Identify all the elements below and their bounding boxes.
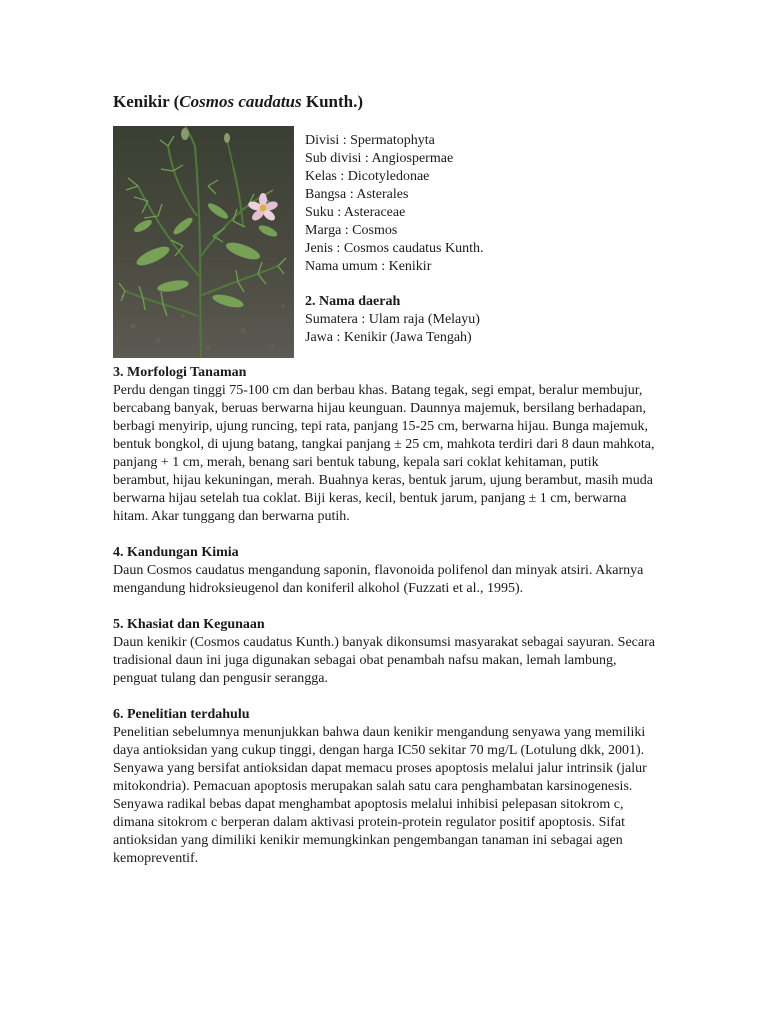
khasiat-heading: 5. Khasiat dan Kegunaan [113,617,265,632]
nama-daerah-sumatera: Sumatera : Ulam raja (Melayu) [305,312,480,327]
section-kandungan-kimia [113,544,658,598]
title-prefix: Kenikir ( [113,92,180,111]
section-khasiat [113,616,658,688]
plant-photo [113,126,294,358]
page-title [113,92,363,112]
khasiat-text: Daun kenikir (Cosmos caudatus Kunth.) banyak dikonsumsi masyarakat sebagai sayuran. Secara tradisional daun ini juga digunakan sebagai obat penambah nafsu makan, lemah lambung, penguat tulang dan pengusir serangga. [113,635,655,686]
taxonomy-jenis: Jenis : Cosmos caudatus Kunth. [305,241,484,256]
kandungan-heading: 4. Kandungan Kimia [113,545,239,560]
penelitian-heading: 6. Penelitian terdahulu [113,707,250,722]
taxonomy-block [305,132,685,347]
taxonomy-suku: Suku : Asteraceae [305,205,406,220]
taxonomy-marga: Marga : Cosmos [305,223,398,238]
taxonomy-kelas: Kelas : Dicotyledonae [305,169,430,184]
penelitian-paragraph-1: Penelitian sebelumnya menunjukkan bahwa daun kenikir mengandung senyawa yang memiliki daya antioksidan yang cukup tinggi, dengan harga IC50 sekitar 70 mg/L (Lotulung dkk, 2001). Senyawa yang bersifat antioksidan dapat memacu proses apoptosis melalui jalur intrinsik (jalur mitokondria). Pemacuan apoptosis merupakan salah satu cara penghambatan karsinogenesis. [113,725,647,794]
morfologi-heading: 3. Morfologi Tanaman [113,365,247,380]
kandungan-text: Daun Cosmos caudatus mengandung saponin, flavonoida polifenol dan minyak atsiri. Akarnya mengandung hidroksieugenol dan koniferil alkohol (Fuzzati et al., 1995). [113,563,644,596]
body-text [113,364,658,886]
nama-daerah-jawa: Jawa : Kenikir (Jawa Tengah) [305,330,472,345]
nama-daerah-heading: 2. Nama daerah [305,294,401,309]
title-scientific-name: Cosmos caudatus [179,92,302,111]
taxonomy-sub-divisi: Sub divisi : Angiospermae [305,151,454,166]
taxonomy-nama-umum: Nama umum : Kenikir [305,259,432,274]
penelitian-paragraph-2: Senyawa radikal bebas dapat menghambat apoptosis melalui inhibisi pelepasan sitokrom c, dimana sitokrom c berperan dalam aktivasi protein-protein regulator positif apoptosis. Sifat antioksidan yang dimiliki kenikir memungkinkan pengembangan tanaman ini sebagai agen kemopreventif. [113,797,626,866]
title-suffix: Kunth.) [301,92,364,111]
morfologi-text: Perdu dengan tinggi 75-100 cm dan berbau khas. Batang tegak, segi empat, beralur membujur, bercabang banyak, beruas berwarna hijau keunguan. Daunnya majemuk, bersilang berhadapan, berbagi menyirip, ujung runcing, tepi rata, panjang 15-25 cm, berwarna hijau. Bunga majemuk, bentuk bongkol, di ujung batang, tangkai panjang ± 25 cm, mahkota terdiri dari 8 daun mahkota, panjang + 1 cm, merah, benang sari bentuk tabung, kepala sari coklat kehitaman, putik berambut, hijau kekuningan, merah. Buahnya keras, bentuk jarum, ujung berambut, masih muda berwarna hijau setelah tua coklat. Biji keras, kecil, bentuk jarum, panjang ± 1 cm, berwarna hitam. Akar tunggang dan berwarna putih. [113,383,655,524]
section-penelitian [113,706,658,868]
section-morfologi [113,364,658,526]
taxonomy-divisi: Divisi : Spermatophyta [305,133,435,148]
taxonomy-bangsa: Bangsa : Asterales [305,187,409,202]
